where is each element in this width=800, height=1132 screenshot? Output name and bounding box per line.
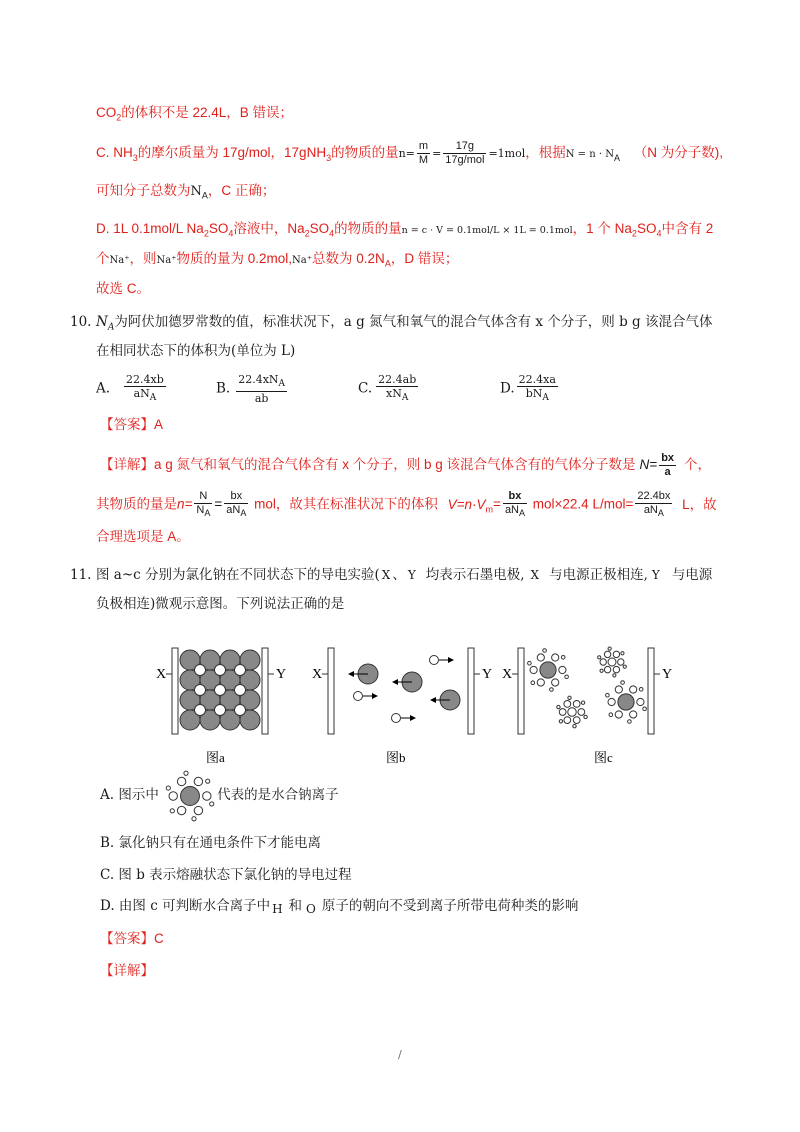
svg-text:Y: Y	[482, 667, 493, 682]
q11-figure	[150, 636, 690, 772]
center-ion	[568, 708, 577, 717]
water-h	[643, 707, 647, 711]
water-h	[565, 675, 569, 679]
water-o	[552, 679, 559, 686]
water-h	[621, 681, 625, 685]
water-h	[609, 713, 613, 717]
water-o	[530, 666, 537, 673]
water-o	[559, 709, 566, 716]
water-h	[581, 701, 584, 704]
center-ion	[540, 662, 556, 678]
page-footer: /	[398, 1048, 402, 1061]
q11-answer: 【答案】C	[100, 931, 164, 946]
water-o	[604, 666, 610, 672]
caption-a: 图a	[206, 750, 225, 765]
water-h	[608, 647, 611, 650]
q10-stem-1: $N_A$为阿伏加德罗常数的值，标准状况下，a g 氮气和氧气的混合气体含有 x 个分子，则 b g 该混合气体	[96, 314, 713, 333]
water-h	[606, 693, 610, 697]
ion-small	[235, 665, 246, 676]
q10-detail-3: 合理选项是 A。	[96, 529, 190, 544]
water-h	[600, 669, 603, 672]
water-o	[573, 701, 580, 708]
water-o	[178, 777, 186, 785]
svg-text:X: X	[502, 667, 513, 682]
prev-line-1: $CO_2$的体积不是 22.4L，B 错误；	[96, 105, 294, 123]
ion-small	[195, 665, 206, 676]
center-ion	[608, 658, 616, 666]
ion-small	[215, 665, 226, 676]
q10-number: 10.	[70, 314, 92, 330]
water-h	[598, 656, 601, 659]
q10-stem-2: 在相同状态下的体积为(单位为 L)	[96, 343, 296, 359]
ion-small	[235, 685, 246, 696]
water-o	[203, 791, 211, 799]
q10-detail-2: 其物质的量是n= $\frac{N}{N_A}$ = $\frac{bx}{aN_A}$ mol，故其在标准状况下的体积 $V=n\cdot V_m=$ $\frac{bx}{aN_A}$ mol×22.4 L/mol= $\frac{22.4bx}{aN_A}$ L，故	[96, 490, 717, 519]
water-o	[559, 666, 566, 673]
water-o	[637, 698, 644, 705]
prev-line-4: D. 1L 0.1mol/L $Na_2SO_4$溶液中，$Na_2SO_4$的物质的量n = c · V = 0.1mol/L × 1L = 0.1mol，1 个 $Na_2SO_4$中含有 2	[96, 221, 714, 239]
water-h	[528, 661, 532, 665]
prev-line-5: 个Na⁺，则Na⁺物质的量为 0.2mol,Na⁺总数为 $0.2N_A$，D 错误；	[96, 251, 459, 269]
ion-small	[195, 705, 206, 716]
water-o	[552, 654, 559, 661]
water-o	[573, 717, 580, 724]
water-h	[559, 720, 562, 723]
svg-text:Y: Y	[662, 667, 673, 682]
center-ion	[618, 694, 634, 710]
q11-detail: 【详解】	[100, 963, 154, 978]
water-o	[194, 806, 202, 814]
q11-option-c: C. 图 b 表示熔融状态下氯化钠的导电过程	[100, 867, 352, 883]
water-h	[557, 705, 560, 708]
prev-line-3: 可知分子总数为$N_A$，C 正确；	[96, 183, 276, 201]
center-ion	[181, 786, 200, 805]
water-h	[573, 725, 576, 728]
water-h	[206, 779, 210, 783]
hydrated-ion-icon	[163, 769, 217, 823]
figure-a	[156, 648, 286, 734]
q11-number: 11.	[70, 567, 92, 583]
water-o	[613, 666, 619, 672]
ion-small	[235, 705, 246, 716]
water-h	[550, 688, 554, 692]
prev-line-6: 故选 C。	[96, 281, 150, 296]
svg-text:Y: Y	[276, 667, 287, 682]
water-h	[628, 720, 632, 724]
figure-b	[312, 648, 492, 734]
water-h	[623, 665, 626, 668]
water-o	[608, 698, 615, 705]
caption-b: 图b	[386, 750, 406, 765]
water-h	[621, 652, 624, 655]
water-o	[537, 654, 544, 661]
water-h	[639, 687, 643, 691]
water-o	[613, 651, 619, 657]
ion-small	[195, 685, 206, 696]
ion-small	[215, 705, 226, 716]
water-o	[537, 679, 544, 686]
water-o	[600, 659, 606, 665]
q10-option-d: D. $\frac{22.4xa}{bN_A}$	[500, 373, 556, 404]
water-h	[166, 785, 170, 789]
water-h	[170, 808, 174, 812]
q10-option-a: A. $\frac{22.4xb}{aN_A}$	[96, 373, 164, 404]
water-o	[630, 686, 637, 693]
water-h	[561, 655, 565, 659]
q11-option-a: A. 图示中 代表的是水合钠离子	[100, 786, 339, 805]
water-o	[578, 709, 585, 716]
water-h	[584, 715, 587, 718]
water-h	[543, 649, 547, 653]
water-h	[613, 674, 616, 677]
q11-stem-1: 图 a~c 分别为氯化钠在不同状态下的导电实验( X 、 Y 均表示石墨电极, X 与电源正极相连, Y 与电源	[96, 567, 713, 583]
q10-option-b: B. $\frac{22.4xN_A}{ab}$	[216, 373, 286, 406]
q11-option-d: D. 由图 c 可判断水合离子中 H 和 O 原子的朝向不受到离子所带电荷种类的影响	[100, 898, 579, 916]
water-o	[615, 711, 622, 718]
water-o	[630, 711, 637, 718]
water-h	[184, 771, 188, 775]
svg-text:X: X	[312, 667, 323, 682]
water-o	[169, 791, 177, 799]
water-o	[194, 777, 202, 785]
q10-answer: 【答案】A	[100, 417, 164, 432]
q10-detail-1: 【详解】a g 氮气和氧气的混合气体含有 x 个分子，则 b g 该混合气体含有的气体分子数是 N= $\frac{bx}{a}$ 个，	[100, 452, 712, 478]
water-o	[178, 806, 186, 814]
water-o	[564, 701, 571, 708]
q10-option-c: C. $\frac{22.4ab}{xN_A}$	[358, 373, 417, 404]
water-o	[615, 686, 622, 693]
water-o	[618, 659, 624, 665]
water-o	[604, 651, 610, 657]
q11-option-b: B. 氯化钠只有在通电条件下才能电离	[100, 835, 322, 851]
svg-text:X: X	[156, 667, 167, 682]
caption-c: 图c	[594, 750, 613, 765]
water-h	[568, 696, 571, 699]
figure-c	[502, 647, 672, 734]
water-h	[531, 681, 535, 685]
water-o	[564, 717, 571, 724]
water-h	[192, 816, 196, 820]
q11-stem-2: 负极相连)微观示意图。下列说法正确的是	[96, 596, 345, 612]
water-h	[210, 801, 214, 805]
prev-line-2: C. $NH_3$的摩尔质量为 17g/mol，17gNH$_3$的物质的量n= $\frac{m}{M}$ = $\frac{17g}{\text{17g/mol}}$ =1mol，根据$N = n \cdot N_A$ （N 为分子数),	[96, 140, 723, 166]
ion-small	[215, 685, 226, 696]
